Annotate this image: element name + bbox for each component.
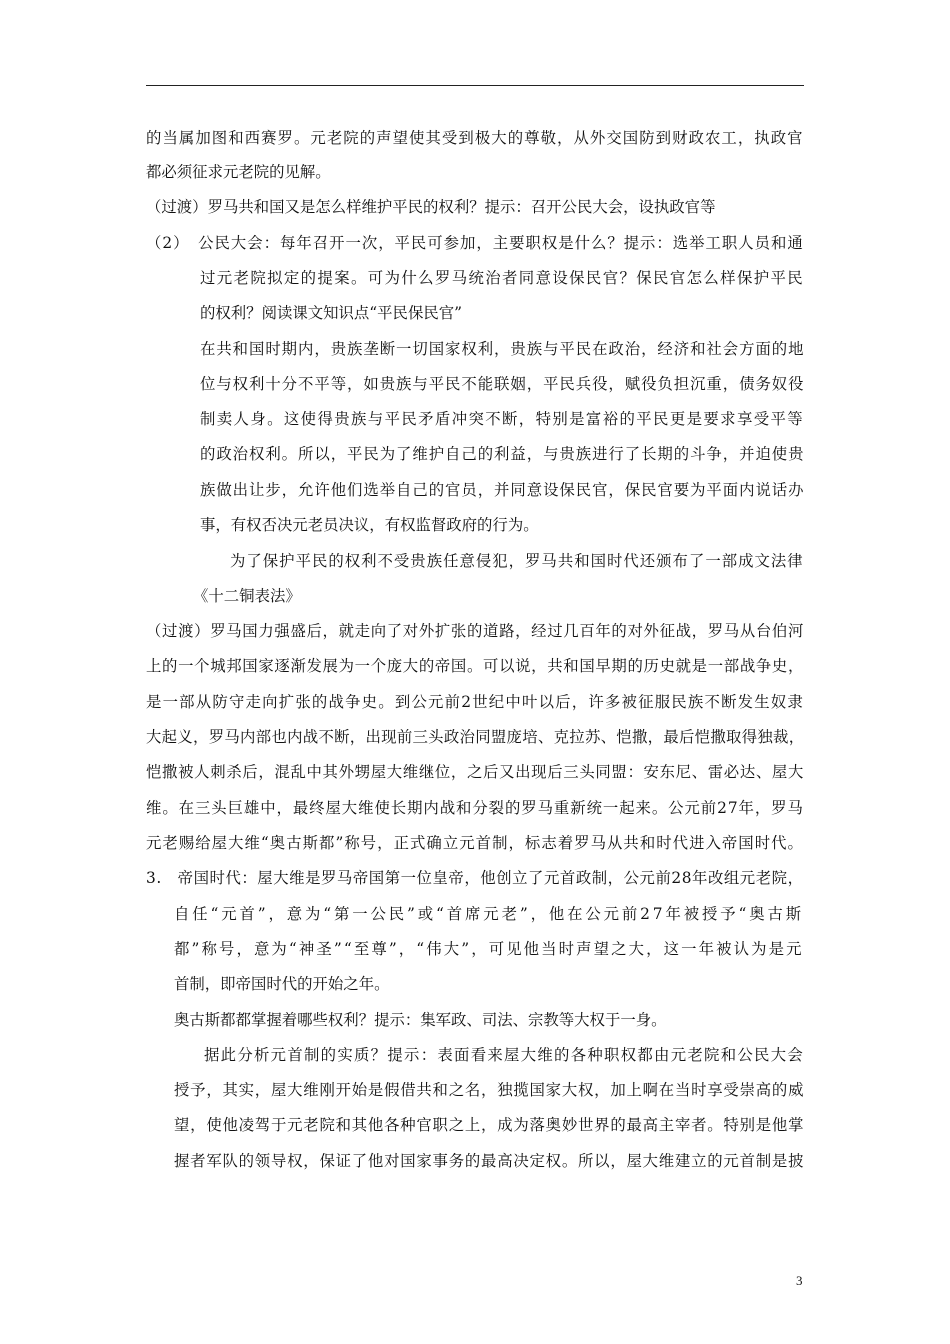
text-line: 《十二铜表法》 <box>193 587 301 605</box>
text-line: 的政治权利。所以，平民为了维护自己的利益，与贵族进行了长期的斗争，并迫使贵 <box>200 445 805 463</box>
text-line: 首制，即帝国时代的开始之年。 <box>174 975 390 993</box>
text-line: 是一部从防守走向扩张的战争史。到公元前2世纪中叶以后，许多被征服民族不断发生奴隶 <box>146 693 805 711</box>
text-line: 元老赐给屋大维“奥古斯都”称号，正式确立元首制，标志着罗马从共和时代进入帝国时代。 <box>146 834 804 852</box>
text-line: 上的一个城邦国家逐渐发展为一个庞大的帝国。可以说，共和国早期的历史就是一部战争史， <box>146 657 805 675</box>
page-number: 3 <box>796 1273 803 1288</box>
text-line: 为了保护平民的权利不受贵族任意侵犯，罗马共和国时代还颁布了一部成文法律 <box>230 552 804 570</box>
text-line: 自任“元首”，意为“第一公民”或“首席元老”，他在公元前27年被授予“奥古斯 <box>174 905 804 923</box>
text-line: 都必须征求元老院的见解。 <box>146 163 331 181</box>
text-line: 大起义，罗马内部也内战不断，出现前三头政治同盟庞培、克拉苏、恺撒，最后恺撒取得独裁， <box>146 728 805 746</box>
text-line: 事，有权否决元老员决议，有权监督政府的行为。 <box>200 516 539 534</box>
text-line: 制卖人身。这使得贵族与平民矛盾冲突不断，特别是富裕的平民更是要求享受平等 <box>200 410 805 428</box>
text-line: （过渡）罗马国力强盛后，就走向了对外扩张的道路，经过几百年的对外征战，罗马从台伯河 <box>146 622 805 640</box>
text-line: 的当属加图和西赛罗。元老院的声望使其受到极大的尊敬，从外交国防到财政农工，执政官 <box>146 129 804 147</box>
text-line: （2） 公民大会：每年召开一次，平民可参加，主要职权是什么？提示：选举工职人员和通 <box>146 234 804 252</box>
text-line: 在共和国时期内，贵族垄断一切国家权利，贵族与平民在政治，经济和社会方面的地 <box>200 340 805 358</box>
text-line: 奥古斯都都掌握着哪些权利？提示：集军政、司法、宗教等大权于一身。 <box>174 1011 667 1029</box>
text-line: 过元老院拟定的提案。可为什么罗马统治者同意设保民官？保民官怎么样保护平民 <box>200 269 805 287</box>
text-line: 位与权利十分不平等，如贵族与平民不能联姻，平民兵役，赋役负担沉重，债务奴役 <box>200 375 805 393</box>
text-line: 3. 帝国时代：屋大维是罗马帝国第一位皇帝，他创立了元首政制，公元前28年改组元老院， <box>146 869 804 887</box>
text-line: 恺撒被人刺杀后，混乱中其外甥屋大维继位，之后又出现后三头同盟：安东尼、雷必达、屋大 <box>146 763 805 781</box>
header-rule <box>146 85 804 86</box>
text-line: 据此分析元首制的实质？提示：表面看来屋大维的各种职权都由元老院和公民大会 <box>204 1046 805 1064</box>
text-line: 维。在三头巨雄中，最终屋大维使长期内战和分裂的罗马重新统一起来。公元前27年，罗马 <box>146 799 804 817</box>
text-line: 握者军队的领导权，保证了他对国家事务的最高决定权。所以，屋大维建立的元首制是披 <box>174 1152 805 1170</box>
text-line: 的权利？阅读课文知识点“平民保民官” <box>200 304 462 322</box>
text-line: 授予，其实，屋大维刚开始是假借共和之名，独揽国家大权，加上啊在当时享受崇高的威 <box>174 1081 805 1099</box>
text-line: （过渡）罗马共和国又是怎么样维护平民的权利？提示：召开公民大会，设执政官等 <box>146 198 716 216</box>
text-line: 望，使他凌驾于元老院和其他各种官职之上，成为落奥妙世界的最高主宰者。特别是他掌 <box>174 1116 805 1134</box>
text-line: 都”称号，意为“神圣”“至尊”，“伟大”，可见他当时声望之大，这一年被认为是元 <box>174 940 804 958</box>
text-line: 族做出让步，允许他们选举自己的官员，并同意设保民官，保民官要为平面内说话办 <box>200 481 805 499</box>
